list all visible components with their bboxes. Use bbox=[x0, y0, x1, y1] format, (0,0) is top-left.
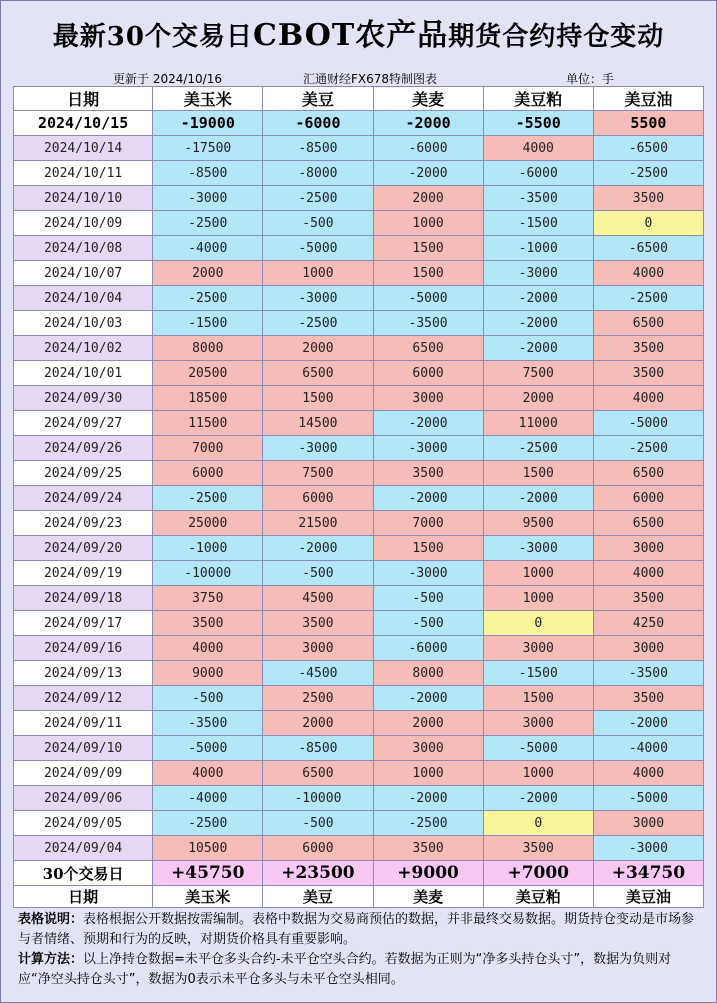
value-cell-soybean: 7500 bbox=[263, 461, 373, 486]
value-cell-corn: -3500 bbox=[153, 711, 263, 736]
value-cell-wheat: -3000 bbox=[373, 436, 483, 461]
value-cell-soybean: 4500 bbox=[263, 586, 373, 611]
value-cell-corn: 18500 bbox=[153, 386, 263, 411]
value-cell-soybean: 1000 bbox=[263, 261, 373, 286]
value-cell-corn: 25000 bbox=[153, 511, 263, 536]
date-cell: 2024/09/20 bbox=[14, 536, 153, 561]
value-cell-soyoil: -6500 bbox=[593, 236, 703, 261]
value-cell-wheat: -2000 bbox=[373, 486, 483, 511]
date-cell: 2024/09/10 bbox=[14, 736, 153, 761]
value-cell-soyoil: -3500 bbox=[593, 661, 703, 686]
value-cell-wheat: 8000 bbox=[373, 661, 483, 686]
value-cell-wheat: 1500 bbox=[373, 536, 483, 561]
footer-soyoil: 美豆油 bbox=[593, 886, 703, 908]
table-row bbox=[14, 286, 704, 311]
value-cell-wheat: -500 bbox=[373, 586, 483, 611]
table-row bbox=[14, 236, 704, 261]
value-cell-wheat: 3500 bbox=[373, 836, 483, 861]
table-header bbox=[14, 87, 704, 111]
header-soybean: 美豆 bbox=[263, 87, 373, 111]
note-method: 计算方法：以上净持仓数据=未平仓多头合约-未平仓空头合约。若数据为正则为“净多头持仓头寸”，数据为负则对应“净空头持仓头寸”，数据为0表示未平仓多头与未平仓空头相同。 bbox=[18, 952, 672, 987]
value-cell-soybean: 21500 bbox=[263, 511, 373, 536]
value-cell-corn: 9000 bbox=[153, 661, 263, 686]
value-cell-soyoil: 6500 bbox=[593, 511, 703, 536]
date-cell: 2024/09/26 bbox=[14, 436, 153, 461]
value-cell-soybean: 14500 bbox=[263, 411, 373, 436]
date-cell: 2024/09/23 bbox=[14, 511, 153, 536]
table-row bbox=[14, 786, 704, 811]
value-cell-corn: 3750 bbox=[153, 586, 263, 611]
value-cell-soyoil: 4000 bbox=[593, 261, 703, 286]
value-cell-soymeal: -3000 bbox=[483, 261, 593, 286]
value-cell-soybean: -500 bbox=[263, 811, 373, 836]
footer-soybean: 美豆 bbox=[263, 886, 373, 908]
value-cell-wheat: 2000 bbox=[373, 186, 483, 211]
date-cell: 2024/10/14 bbox=[14, 136, 153, 161]
value-cell-soybean: 3000 bbox=[263, 636, 373, 661]
value-cell-wheat: 1500 bbox=[373, 261, 483, 286]
value-cell-soybean: -5000 bbox=[263, 236, 373, 261]
value-cell-soybean: -3000 bbox=[263, 436, 373, 461]
date-cell: 2024/10/10 bbox=[14, 186, 153, 211]
value-cell-wheat: -3500 bbox=[373, 311, 483, 336]
date-cell: 2024/10/09 bbox=[14, 211, 153, 236]
summary-soybean: +23500 bbox=[263, 861, 373, 886]
value-cell-soybean: -2500 bbox=[263, 186, 373, 211]
value-cell-corn: -2500 bbox=[153, 286, 263, 311]
value-cell-soyoil: 3000 bbox=[593, 636, 703, 661]
value-cell-soyoil: 6500 bbox=[593, 461, 703, 486]
date-cell: 2024/10/08 bbox=[14, 236, 153, 261]
table-row bbox=[14, 811, 704, 836]
value-cell-corn: -8500 bbox=[153, 161, 263, 186]
table-row bbox=[14, 386, 704, 411]
value-cell-corn: 3500 bbox=[153, 611, 263, 636]
value-cell-soybean: 6500 bbox=[263, 361, 373, 386]
table-row bbox=[14, 436, 704, 461]
page-title: 最新30个交易日CBOT农产品期货合约持仓变动 bbox=[52, 18, 665, 53]
table-row bbox=[14, 461, 704, 486]
table-row bbox=[14, 186, 704, 211]
value-cell-soymeal: 1000 bbox=[483, 761, 593, 786]
table-row bbox=[14, 711, 704, 736]
value-cell-soybean: -500 bbox=[263, 561, 373, 586]
value-cell-soymeal: -2000 bbox=[483, 486, 593, 511]
value-cell-soymeal: 1500 bbox=[483, 686, 593, 711]
positions-table bbox=[13, 86, 704, 908]
footer-wheat: 美麦 bbox=[373, 886, 483, 908]
table-row bbox=[14, 486, 704, 511]
value-cell-corn: -17500 bbox=[153, 136, 263, 161]
summary-wheat: +9000 bbox=[373, 861, 483, 886]
date-cell: 2024/09/17 bbox=[14, 611, 153, 636]
summary-soymeal: +7000 bbox=[483, 861, 593, 886]
value-cell-wheat: 3000 bbox=[373, 736, 483, 761]
value-cell-corn: -2500 bbox=[153, 211, 263, 236]
header-soymeal: 美豆粕 bbox=[483, 87, 593, 111]
value-cell-soyoil: -3000 bbox=[593, 836, 703, 861]
value-cell-soybean: 2500 bbox=[263, 686, 373, 711]
header-soyoil: 美豆油 bbox=[593, 87, 703, 111]
date-cell: 2024/09/09 bbox=[14, 761, 153, 786]
value-cell-corn: -3000 bbox=[153, 186, 263, 211]
value-cell-soymeal: 3500 bbox=[483, 836, 593, 861]
value-cell-corn: -500 bbox=[153, 686, 263, 711]
value-cell-wheat: -2000 bbox=[373, 111, 483, 136]
value-cell-wheat: -2000 bbox=[373, 686, 483, 711]
value-cell-soybean: 2000 bbox=[263, 336, 373, 361]
value-cell-soybean: -3000 bbox=[263, 286, 373, 311]
date-cell: 2024/10/02 bbox=[14, 336, 153, 361]
date-cell: 2024/09/16 bbox=[14, 636, 153, 661]
table-row bbox=[14, 586, 704, 611]
table-row bbox=[14, 161, 704, 186]
value-cell-soymeal: 1000 bbox=[483, 586, 593, 611]
value-cell-soyoil: -2500 bbox=[593, 436, 703, 461]
value-cell-corn: -4000 bbox=[153, 236, 263, 261]
date-cell: 2024/09/06 bbox=[14, 786, 153, 811]
value-cell-soymeal: -6000 bbox=[483, 161, 593, 186]
value-cell-wheat: 3500 bbox=[373, 461, 483, 486]
table-row bbox=[14, 536, 704, 561]
value-cell-wheat: -5000 bbox=[373, 286, 483, 311]
value-cell-corn: 4000 bbox=[153, 761, 263, 786]
header-corn: 美玉米 bbox=[153, 87, 263, 111]
value-cell-soybean: -500 bbox=[263, 211, 373, 236]
table-row bbox=[14, 511, 704, 536]
table-row bbox=[14, 361, 704, 386]
value-cell-wheat: -500 bbox=[373, 611, 483, 636]
value-cell-wheat: -6000 bbox=[373, 636, 483, 661]
value-cell-soymeal: 3000 bbox=[483, 711, 593, 736]
value-cell-soyoil: 4000 bbox=[593, 561, 703, 586]
date-cell: 2024/10/11 bbox=[14, 161, 153, 186]
value-cell-corn: 8000 bbox=[153, 336, 263, 361]
value-cell-soymeal: -5500 bbox=[483, 111, 593, 136]
value-cell-soymeal: 4000 bbox=[483, 136, 593, 161]
value-cell-wheat: 1000 bbox=[373, 761, 483, 786]
table-row bbox=[14, 311, 704, 336]
value-cell-wheat: -2000 bbox=[373, 411, 483, 436]
value-cell-corn: -10000 bbox=[153, 561, 263, 586]
value-cell-corn: -1500 bbox=[153, 311, 263, 336]
value-cell-corn: -4000 bbox=[153, 786, 263, 811]
value-cell-soymeal: -1000 bbox=[483, 236, 593, 261]
value-cell-corn: -19000 bbox=[153, 111, 263, 136]
value-cell-corn: -5000 bbox=[153, 736, 263, 761]
value-cell-wheat: -3000 bbox=[373, 561, 483, 586]
table-row bbox=[14, 761, 704, 786]
value-cell-corn: -1000 bbox=[153, 536, 263, 561]
table-row bbox=[14, 411, 704, 436]
value-cell-soyoil: 3500 bbox=[593, 686, 703, 711]
value-cell-soybean: -6000 bbox=[263, 111, 373, 136]
value-cell-soymeal: 0 bbox=[483, 611, 593, 636]
footer-soymeal: 美豆粕 bbox=[483, 886, 593, 908]
value-cell-wheat: 2000 bbox=[373, 711, 483, 736]
value-cell-wheat: 6000 bbox=[373, 361, 483, 386]
value-cell-soyoil: -6500 bbox=[593, 136, 703, 161]
value-cell-soyoil: 4000 bbox=[593, 761, 703, 786]
table-row bbox=[14, 136, 704, 161]
value-cell-corn: 20500 bbox=[153, 361, 263, 386]
value-cell-soybean: 1500 bbox=[263, 386, 373, 411]
value-cell-soymeal: 1000 bbox=[483, 561, 593, 586]
footer-corn: 美玉米 bbox=[153, 886, 263, 908]
value-cell-soybean: 3500 bbox=[263, 611, 373, 636]
table-row bbox=[14, 611, 704, 636]
value-cell-soyoil: 3500 bbox=[593, 586, 703, 611]
value-cell-soyoil: 4000 bbox=[593, 386, 703, 411]
date-cell: 2024/09/04 bbox=[14, 836, 153, 861]
value-cell-soymeal: 1500 bbox=[483, 461, 593, 486]
value-cell-soymeal: 9500 bbox=[483, 511, 593, 536]
value-cell-soybean: 2000 bbox=[263, 711, 373, 736]
value-cell-soyoil: 3000 bbox=[593, 811, 703, 836]
value-cell-soymeal: -3500 bbox=[483, 186, 593, 211]
value-cell-soyoil: 3000 bbox=[593, 536, 703, 561]
unit-label: 单位：手 bbox=[566, 72, 615, 86]
value-cell-soybean: -8500 bbox=[263, 136, 373, 161]
value-cell-soyoil: -2000 bbox=[593, 711, 703, 736]
value-cell-soymeal: -1500 bbox=[483, 211, 593, 236]
date-cell: 2024/09/12 bbox=[14, 686, 153, 711]
date-cell: 2024/09/05 bbox=[14, 811, 153, 836]
date-cell: 2024/10/01 bbox=[14, 361, 153, 386]
date-cell: 2024/09/25 bbox=[14, 461, 153, 486]
header-wheat: 美麦 bbox=[373, 87, 483, 111]
value-cell-soyoil: 3500 bbox=[593, 186, 703, 211]
table-row bbox=[14, 211, 704, 236]
value-cell-soyoil: 3500 bbox=[593, 361, 703, 386]
value-cell-soyoil: -5000 bbox=[593, 786, 703, 811]
value-cell-soybean: -10000 bbox=[263, 786, 373, 811]
value-cell-soybean: 6000 bbox=[263, 486, 373, 511]
date-cell: 2024/09/24 bbox=[14, 486, 153, 511]
table-row bbox=[14, 111, 704, 136]
value-cell-wheat: -6000 bbox=[373, 136, 483, 161]
value-cell-soyoil: 6500 bbox=[593, 311, 703, 336]
value-cell-corn: 11500 bbox=[153, 411, 263, 436]
value-cell-soymeal: 0 bbox=[483, 811, 593, 836]
footer-date: 日期 bbox=[14, 886, 153, 908]
value-cell-corn: 4000 bbox=[153, 636, 263, 661]
value-cell-soyoil: 5500 bbox=[593, 111, 703, 136]
table-row bbox=[14, 261, 704, 286]
date-cell: 2024/09/11 bbox=[14, 711, 153, 736]
value-cell-wheat: -2000 bbox=[373, 786, 483, 811]
value-cell-soyoil: -2500 bbox=[593, 286, 703, 311]
value-cell-corn: -2500 bbox=[153, 811, 263, 836]
value-cell-soyoil: 6000 bbox=[593, 486, 703, 511]
value-cell-soymeal: 2000 bbox=[483, 386, 593, 411]
source-label: 汇通财经FX678特制图表 bbox=[303, 72, 438, 86]
updated-date: 更新于 2024/10/16 bbox=[113, 72, 222, 86]
value-cell-wheat: 6500 bbox=[373, 336, 483, 361]
value-cell-corn: 6000 bbox=[153, 461, 263, 486]
date-cell: 2024/10/15 bbox=[14, 111, 153, 136]
value-cell-wheat: -2500 bbox=[373, 811, 483, 836]
value-cell-corn: -2500 bbox=[153, 486, 263, 511]
date-cell: 2024/09/13 bbox=[14, 661, 153, 686]
value-cell-soymeal: -2000 bbox=[483, 286, 593, 311]
date-cell: 2024/09/30 bbox=[14, 386, 153, 411]
table-row bbox=[14, 686, 704, 711]
value-cell-soybean: -2500 bbox=[263, 311, 373, 336]
table-row bbox=[14, 836, 704, 861]
value-cell-soybean: -8000 bbox=[263, 161, 373, 186]
value-cell-soymeal: -2000 bbox=[483, 336, 593, 361]
value-cell-soymeal: 11000 bbox=[483, 411, 593, 436]
value-cell-soymeal: -3000 bbox=[483, 536, 593, 561]
table-row bbox=[14, 336, 704, 361]
value-cell-soymeal: -2000 bbox=[483, 786, 593, 811]
table-row bbox=[14, 661, 704, 686]
header-date: 日期 bbox=[14, 87, 153, 111]
value-cell-soymeal: -5000 bbox=[483, 736, 593, 761]
value-cell-soyoil: -2500 bbox=[593, 161, 703, 186]
value-cell-soybean: 6000 bbox=[263, 836, 373, 861]
notes bbox=[18, 910, 702, 990]
summary-row bbox=[14, 861, 704, 886]
value-cell-soyoil: -4000 bbox=[593, 736, 703, 761]
value-cell-wheat: 7000 bbox=[373, 511, 483, 536]
value-cell-soyoil: 0 bbox=[593, 211, 703, 236]
value-cell-wheat: 1500 bbox=[373, 236, 483, 261]
table-row bbox=[14, 561, 704, 586]
date-cell: 2024/10/03 bbox=[14, 311, 153, 336]
value-cell-soymeal: 7500 bbox=[483, 361, 593, 386]
value-cell-wheat: -2000 bbox=[373, 161, 483, 186]
value-cell-soyoil: -5000 bbox=[593, 411, 703, 436]
table-footer bbox=[14, 886, 704, 908]
value-cell-soyoil: 4250 bbox=[593, 611, 703, 636]
table-row bbox=[14, 736, 704, 761]
summary-corn: +45750 bbox=[153, 861, 263, 886]
value-cell-wheat: 1000 bbox=[373, 211, 483, 236]
summary-label: 30个交易日 bbox=[14, 861, 153, 886]
value-cell-wheat: 3000 bbox=[373, 386, 483, 411]
date-cell: 2024/10/04 bbox=[14, 286, 153, 311]
value-cell-soybean: -8500 bbox=[263, 736, 373, 761]
date-cell: 2024/09/19 bbox=[14, 561, 153, 586]
value-cell-soybean: 6500 bbox=[263, 761, 373, 786]
value-cell-soymeal: -2000 bbox=[483, 311, 593, 336]
value-cell-corn: 10500 bbox=[153, 836, 263, 861]
value-cell-soymeal: 3000 bbox=[483, 636, 593, 661]
value-cell-corn: 2000 bbox=[153, 261, 263, 286]
date-cell: 2024/09/27 bbox=[14, 411, 153, 436]
value-cell-soybean: -2000 bbox=[263, 536, 373, 561]
date-cell: 2024/09/18 bbox=[14, 586, 153, 611]
value-cell-corn: 7000 bbox=[153, 436, 263, 461]
date-cell: 2024/10/07 bbox=[14, 261, 153, 286]
value-cell-soybean: -4500 bbox=[263, 661, 373, 686]
summary-soyoil: +34750 bbox=[593, 861, 703, 886]
value-cell-soyoil: 3500 bbox=[593, 336, 703, 361]
value-cell-soymeal: -1500 bbox=[483, 661, 593, 686]
value-cell-soymeal: -2500 bbox=[483, 436, 593, 461]
note-description: 表格说明：表格根据公开数据按需编制。表格中数据为交易商预估的数据，并非最终交易数据。期货持仓变动是市场参与者情绪、预期和行为的反映，对期货价格具有重要影响。 bbox=[18, 912, 695, 947]
table-row bbox=[14, 636, 704, 661]
